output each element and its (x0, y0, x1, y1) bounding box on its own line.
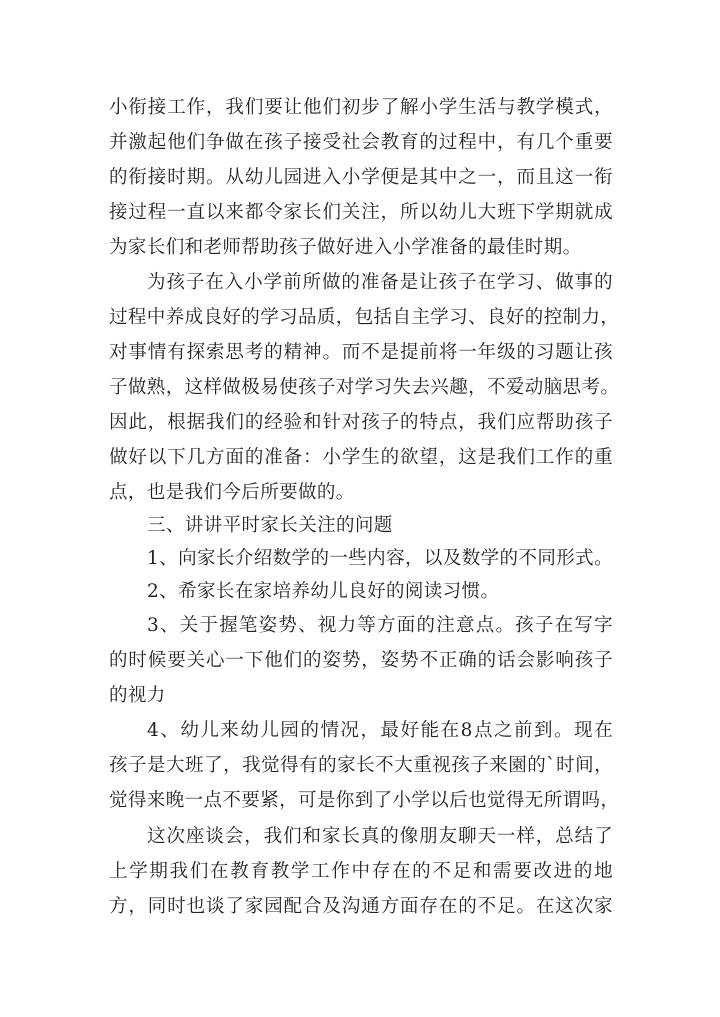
text-line: 方，同时也谈了家园配合及沟通方面存在的不足。在这次家 (109, 896, 613, 917)
text-line: 的衔接时期。从幼儿园进入小学便是其中之一，而且这一衔 (109, 167, 613, 188)
list-item-3: 3、关于握笔姿势、视力等方面的注意点。孩子在写字 (147, 615, 613, 636)
list-item-4: 4、幼儿来幼儿园的情况，最好能在8点之前到。现在 (147, 720, 613, 741)
text-line: 觉得来晚一点不要紧，可是你到了小学以后也觉得无所谓吗， (109, 790, 620, 811)
text-line: 对事情有探索思考的精神。而不是提前将一年级的习题让孩 (109, 342, 613, 363)
text-line: 的时候要关心一下他们的姿势，姿势不正确的话会影响孩子 (109, 650, 613, 671)
text-line: 接过程一直以来都令家长们关注，所以幼儿大班下学期就成 (109, 202, 613, 223)
paragraph-first-line: 为孩子在入小学前所做的准备是让孩子在学习、做事的 (147, 272, 613, 293)
text-line: 过程中养成良好的学习品质，包括自主学习、良好的控制力， (109, 307, 620, 328)
text-line: 为家长们和老师帮助孩子做好进入小学准备的最佳时期。 (109, 237, 582, 258)
text-line: 点，也是我们今后所要做的。 (109, 482, 355, 503)
text-line: 做好以下几方面的准备：小学生的欲望，这是我们工作的重 (109, 447, 613, 468)
text-line: 的视力 (109, 685, 166, 706)
text-line: 因此，根据我们的经验和针对孩子的特点，我们应帮助孩子 (109, 412, 613, 433)
list-item-1: 1、向家长介绍数学的一些内容，以及数学的不同形式。 (147, 548, 613, 569)
text-line: 并激起他们争做在孩子接受社会教育的过程中，有几个重要 (109, 132, 613, 153)
list-item-2: 2、希家长在家培养幼儿良好的阅读习惯。 (147, 581, 500, 602)
paragraph-first-line: 这次座谈会，我们和家长真的像朋友聊天一样，总结了 (147, 826, 613, 847)
text-line: 小衔接工作，我们要让他们初步了解小学生活与教学模式， (109, 97, 613, 118)
text-line: 子做熟，这样做极易使孩子对学习失去兴趣，不爱动脑思考。 (109, 377, 620, 398)
text-line: 孩子是大班了，我觉得有的家长不大重视孩子来園的`时间， (109, 755, 613, 776)
section-heading: 三、讲讲平时家长关注的问题 (147, 515, 393, 536)
text-line: 上学期我们在教育教学工作中存在的不足和需要改进的地 (109, 861, 613, 882)
